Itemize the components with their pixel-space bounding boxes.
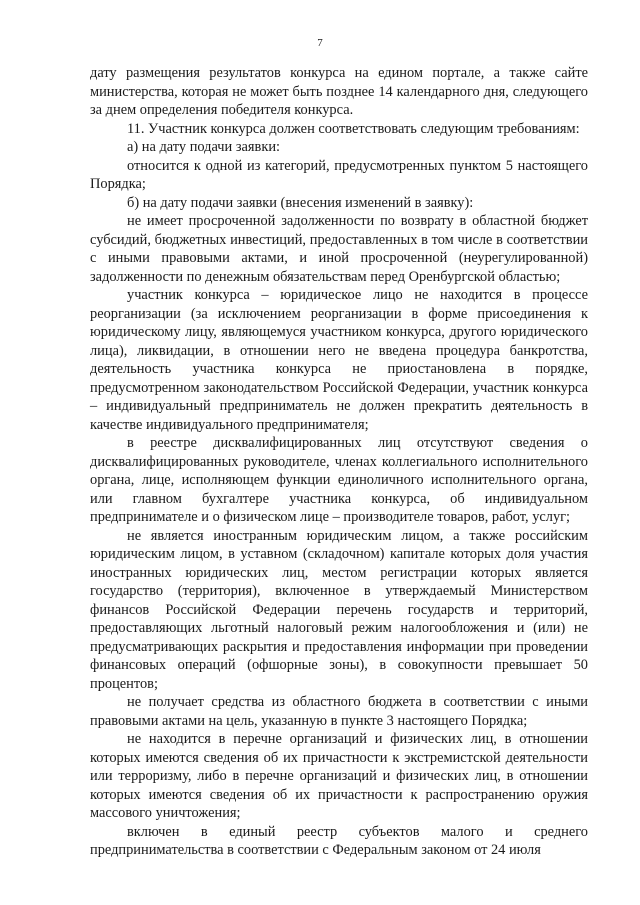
paragraph-not-extremist-list: не находится в перечне организаций и физических лиц, в отношении которых имеются сведения об их причастности к экстремистской деятельности или терроризму, либо в перечне организаций и физических лиц, в отношении которых имеются сведения об их причастности к распространению оружия массового уничтожения; — [90, 731, 588, 821]
paragraph-no-reorganization: участник конкурса – юридическое лицо не находится в процессе реорганизации (за исключением реорганизации в форме присоединения к юридическому лицу, являющемуся участником конкурса, другого юридического лица), ликвидации, в отношении него не введена процедура банкротства, деятельность участника конкурса не приостановлена в порядке, предусмотренном законодательством Российской Федерации, участник конкурса – индивидуальный предприниматель не должен прекратить деятельность в качестве индивидуального предпринимателя; — [90, 287, 588, 433]
paragraph-no-other-funds: не получает средства из областного бюджета в соответствии с иными правовыми актами на цель, указанную в пункте 3 настоящего Порядка; — [90, 694, 588, 729]
paragraph-category-requirement: относится к одной из категорий, предусмотренных пунктом 5 настоящего Порядка; — [90, 157, 588, 192]
paragraph-sme-registry: включен в единый реестр субъектов малого и среднего предпринимательства в соответствии с Федеральным законом от 24 июля — [90, 823, 588, 858]
paragraph-continuation: дату размещения результатов конкурса на едином портале, а также сайте министерства, которая не может быть позднее 14 календарного дня, следующего за днем определения победителя конкурса. — [90, 65, 588, 118]
paragraph-no-debt: не имеет просроченной задолженности по возврату в областной бюджет субсидий, бюджетных инвестиций, предоставленных в том числе в соответствии с иными правовыми актами, и иной просроченной (неурегулированной) задолженности по денежным обязательствам перед Оренбургской областью; — [90, 213, 588, 285]
paragraph-subitem-b: б) на дату подачи заявки (внесения изменений в заявку): — [127, 194, 474, 211]
page-number: 7 — [317, 37, 323, 49]
paragraph-disqualified-registry: в реестре дисквалифицированных лиц отсутствуют сведения о дисквалифицированных руководителе, членах коллегиального исполнительного органа, лице, исполняющем функции единоличного исполнительного органа, или главном бухгалтере участника конкурса, об индивидуальном предпринимателе и о физическом лице – производителе товаров, работ, услуг; — [90, 435, 588, 525]
paragraph-item-11: 11. Участник конкурса должен соответствовать следующим требованиям: — [127, 120, 580, 137]
paragraph-subitem-a: а) на дату подачи заявки: — [127, 139, 281, 155]
paragraph-not-foreign-entity: не является иностранным юридическим лицом, а также российским юридическим лицом, в уставном (складочном) капитале которых доля участия иностранных юридических лиц, местом регистрации которых является государство (территория), включенное в утверждаемый Министерством финансов Российской Федерации перечень государств и территорий, предоставляющих льготный налоговый режим налогообложения и (или) не предусматривающих раскрытия и предоставления информации при проведении финансовых операций (офшорные зоны), в совокупности превышает 50 процентов; — [90, 527, 588, 692]
document-body — [90, 64, 588, 860]
